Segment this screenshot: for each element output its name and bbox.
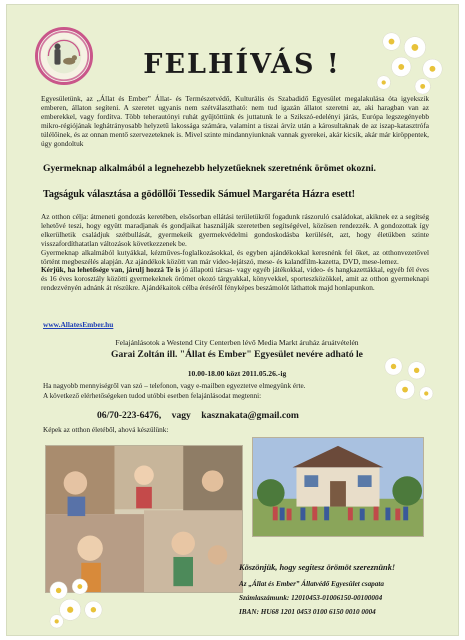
contact-separator: vagy xyxy=(171,410,191,421)
closing-thanks: Köszönjük, hogy segítesz örömöt szereznünk! xyxy=(239,563,396,572)
body-text xyxy=(41,213,429,293)
phone-number[interactable]: 06/70-223-6476, xyxy=(97,410,162,421)
bank-account: Számlaszámunk: 12010453-01006150-00100004 xyxy=(239,594,383,602)
body-paragraph-3-text: jó állapotú társas- vagy egyéb játékokkal, video- és hangkazettákkal, egyéb fél éves és 16 éves korosztály közötti gyermekeknek örömet okozó tárgyakkal, könyvekkel, sporteszközökkel, amit az otthon gyermeknapi rendezvényén adnánk át részükre. Ajándékaitok célba éréséről fényképes beszámolót láthattok majd honlapunkon. xyxy=(41,265,429,293)
margareta-house-photo xyxy=(252,437,424,537)
intro-highlight: Gyermeknap alkalmából a legnehezebb helyzetűeknek szeretnénk örömet okozni. xyxy=(43,163,376,174)
intro-paragraph: Egyesületünk, az „Állat és Ember” Állat- és Természetvédő, Kulturális és Szabadidő Egyesület megalakulása óta igyekszik emberen, állaton segíteni. A szeretet ugyanis nem szétválasztható: nem tud igazán állatot szeretni az, aki haragban van az emberekkel, vagy fordítva. Több teherautónyi ruhát gyűjtöttünk és juttatunk le a Szikszó-edelényi járás, Európa legszegényebb mikro-régiójának leghátrányosabb helyzetű lakossága számára, valamint a tiszai árvíz után a károsultaknak de az iszap-katasztrófa túlélőinek, és az onnan mentő szervezeteknek is. Mivel szinte mindannyiunknak vannak gyerekei, akár kicsik, akár már kiröppentek, úgy gondoltuk xyxy=(41,94,429,148)
body-paragraph-2: Gyermeknap alkalmából kutyákkal, kézműves-foglalkozásokkal, és egyben ajándékokkal keresnénk fel őket, az otthonvezetővel történt megbeszélés alapján. Az ajándékok között van már video-lejátszó, mese- és kalandfilm-kazetta, DVD, mese-lemez. xyxy=(41,247,429,266)
dropoff-time: 10.00-18.00 közt 2011.05.26.-ig xyxy=(187,369,287,378)
iban-number: IBAN: HU68 1201 0453 0100 6150 0010 0004 xyxy=(239,608,376,616)
body-call-to-action: Kérjük, ha lehetősége van, járulj hozzá Te is xyxy=(41,265,181,275)
email-address[interactable]: kasznakata@gmail.com xyxy=(201,410,299,421)
children-collage-photo xyxy=(45,445,243,593)
photos-caption: Képek az otthon életéből, ahová készülünk: xyxy=(43,426,169,434)
dropoff-recipient: Garai Zoltán ill. "Állat és Ember" Egyesület nevére adható le xyxy=(111,349,363,360)
daisy-flowers-icon xyxy=(45,575,107,631)
daisy-flowers-icon xyxy=(372,27,450,99)
pickup-note: Ha nagyobb mennyiségről van szó – telefonon, vagy e-mailben egyeztetve elmegyünk érte. xyxy=(43,382,306,390)
page-title: FELHÍVÁS ! xyxy=(143,49,341,80)
organization-logo xyxy=(35,27,93,85)
contact-line xyxy=(97,410,307,421)
contact-intro: A következő elérhetőségeken tudod utóbbi esetben felajánlásodat megtenni: xyxy=(43,392,262,400)
dropoff-location: Felajánlásotok a Westend City Centerben lévő Media Markt áruház áruátvételén xyxy=(115,338,359,347)
flyer-page xyxy=(6,4,459,636)
section-heading: Tagságuk választása a gödöllői Tessedik Sámuel Margaréta Házra esett! xyxy=(43,189,356,200)
body-paragraph-3 xyxy=(41,266,429,293)
website-link[interactable]: www.AllatesEmber.hu xyxy=(43,320,114,329)
closing-team: Az „Állat és Ember” Állatvédő Egyesület csapata xyxy=(239,580,384,588)
body-paragraph-1: Az otthon célja: átmeneti gondozás keretében, elsősorban ellátási területükről fogadunk rászoruló családokat, akiknek ez a segítség lehetővé teszi, hogy együtt maradjanak és gondjaikat használják szeretetben segítségével, közösen rendezzék. A gondozottak így elkerülhetik családjuk szétbullását, gyermekeik gyermekvédelmi gondoskodásba kerülését, azt, hogy életükben szinte visszafordíthatatlan változások következzenek be. xyxy=(41,212,429,248)
